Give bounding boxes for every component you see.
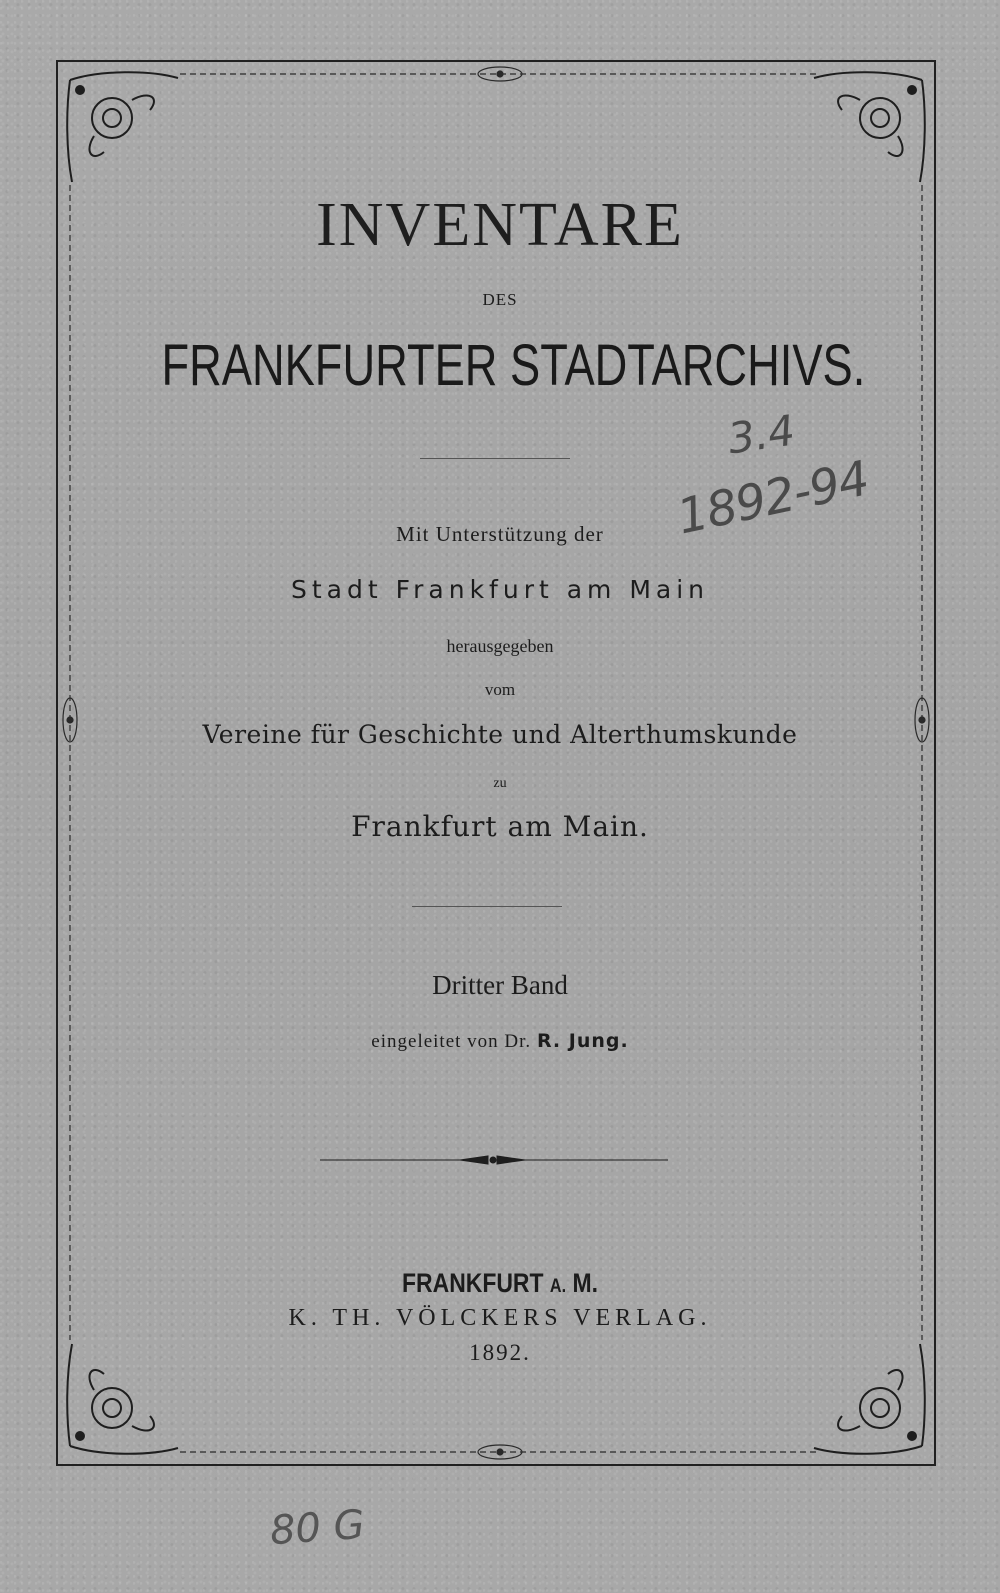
editor-herausgegeben: herausgegeben: [446, 636, 554, 656]
support-line: Mit Unterstützung der: [396, 522, 604, 546]
handwritten-years: 1892-94: [672, 450, 874, 546]
volume-band: Dritter Band: [432, 970, 568, 1000]
imprint-city: [131, 1268, 869, 1299]
editor-society: Vereine für Geschichte und Alterthumskunde: [202, 720, 798, 749]
section-rule-2: [412, 906, 562, 907]
handwritten-volume-mark: 3.4: [724, 405, 798, 464]
imprint-year: 1892.: [469, 1340, 531, 1365]
imprint-city-small: A.: [549, 1276, 567, 1297]
editor-vom: vom: [484, 680, 516, 699]
section-rule-1: [420, 458, 570, 459]
imprint-publisher: K. TH. VÖLCKERS VERLAG.: [288, 1305, 712, 1331]
support-city-line: Stadt Frankfurt am Main: [290, 575, 710, 604]
imprint-city-big: FRANKFURT: [402, 1268, 544, 1298]
imprint-city-m: M.: [572, 1268, 598, 1298]
intro-prefix: eingeleitet von Dr.: [371, 1031, 532, 1052]
handwritten-shelfmark: 80 G: [268, 1501, 367, 1555]
page-border-outer: [56, 60, 936, 1466]
title-archive: FRANKFURTER STADTARCHIVS.: [161, 333, 866, 398]
title-main: INVENTARE: [316, 191, 684, 259]
editor-place: Frankfurt am Main.: [351, 810, 649, 843]
editor-zu: zu: [493, 776, 507, 791]
volume-introduction: [66, 1030, 934, 1053]
title-des: DES: [482, 290, 518, 309]
intro-author: R. Jung.: [536, 1030, 629, 1052]
